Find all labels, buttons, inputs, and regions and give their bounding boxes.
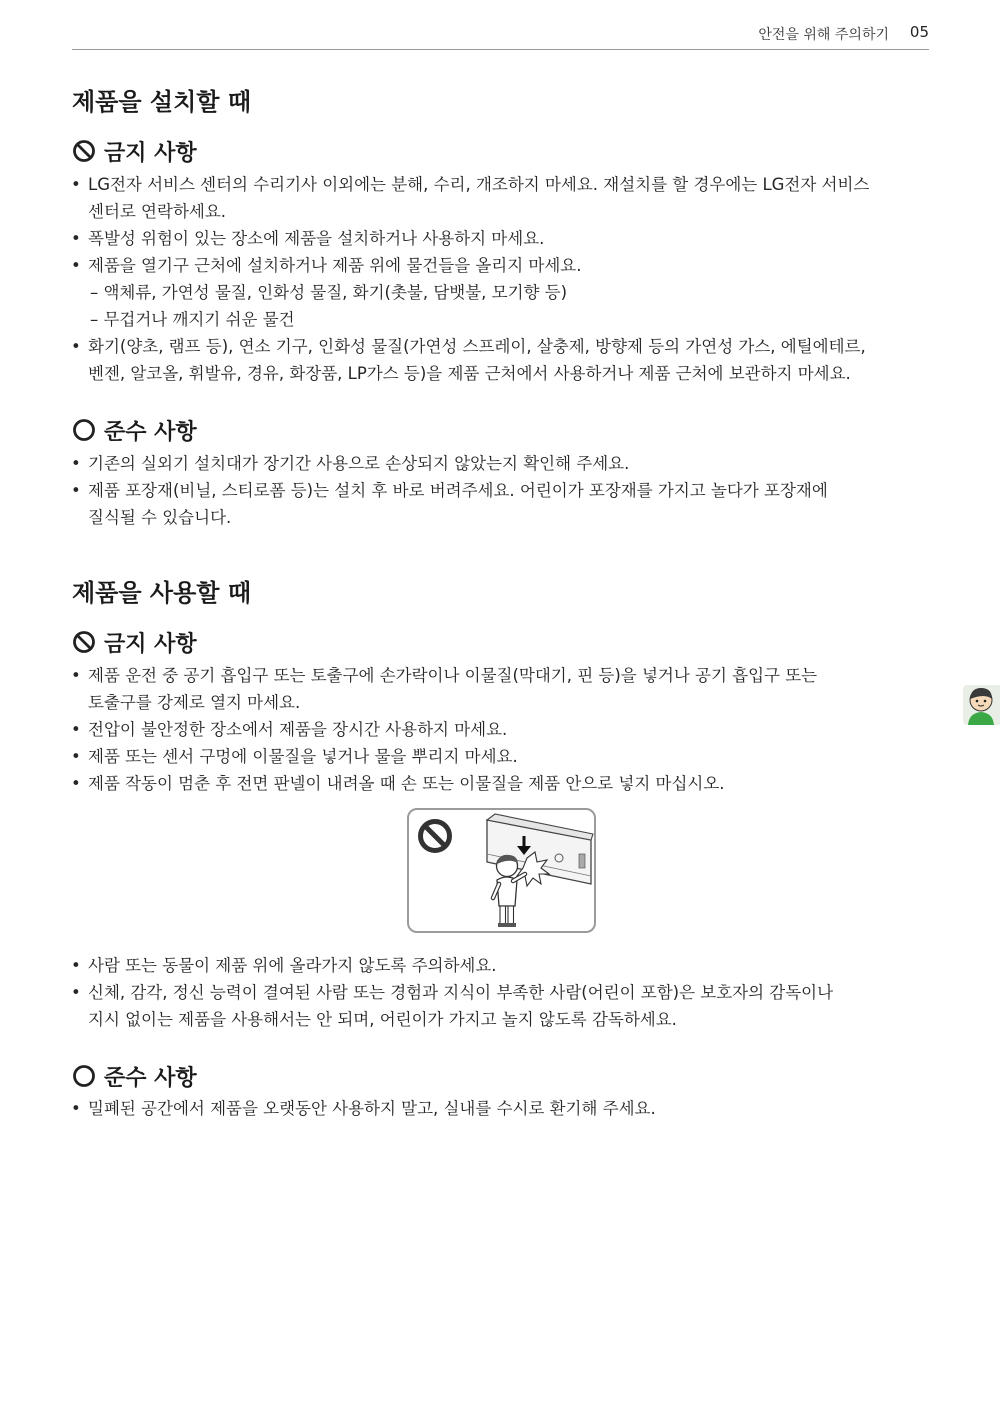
use-prohibit-heading	[72, 627, 197, 657]
header-title: 안전을 위해 주의하기	[758, 27, 889, 43]
list-item: • 사람 또는 동물이 제품 위에 올라가지 않도록 주의하세요.	[68, 952, 938, 979]
list-item-continued: 센터로 연락하세요.	[88, 202, 227, 221]
page-header	[72, 22, 929, 50]
install-prohibit-list	[68, 171, 938, 387]
list-item: • 제품 운전 중 공기 흡입구 또는 토출구에 손가락이나 이물질(막대기, 핀 등)을 넣거나 공기 흡입구 또는	[68, 662, 938, 689]
warning-illustration	[407, 808, 596, 933]
list-item: • 제품 포장재(비닐, 스티로폼 등)는 설치 후 바로 버려주세요. 어린이가 포장재를 가지고 놀다가 포장재에	[68, 477, 938, 504]
list-item: • 밀폐된 공간에서 제품을 오랫동안 사용하지 말고, 실내를 수시로 환기해 주세요.	[68, 1095, 938, 1122]
section-title-use: 제품을 사용할 때	[72, 579, 251, 607]
mascot-side-tab[interactable]	[963, 685, 1000, 725]
prohibit-icon	[72, 630, 96, 654]
list-item: • 전압이 불안정한 장소에서 제품을 장시간 사용하지 마세요.	[68, 716, 938, 743]
mascot-icon	[963, 685, 1000, 725]
list-item-continued: 토출구를 강제로 열지 마세요.	[88, 693, 301, 712]
use-prohibit-list	[68, 662, 938, 797]
child-hand-panel-illustration	[409, 810, 594, 931]
list-item: • 신체, 감각, 정신 능력이 결여된 사람 또는 경험과 지식이 부족한 사람(어린이 포함)은 보호자의 감독이나	[68, 979, 938, 1006]
use-comply-heading	[72, 1061, 197, 1091]
list-item: • 제품을 열기구 근처에 설치하거나 제품 위에 물건들을 올리지 마세요.	[68, 252, 938, 279]
use-comply-list	[68, 1095, 938, 1122]
list-item: • 화기(양초, 램프 등), 연소 기구, 인화성 물질(가연성 스프레이, 살충제, 방향제 등의 가연성 가스, 에틸에테르,	[68, 333, 938, 360]
comply-circle-icon	[72, 418, 96, 442]
list-item: • 제품 또는 센서 구멍에 이물질을 넣거나 물을 뿌리지 마세요.	[68, 743, 938, 770]
install-comply-heading	[72, 415, 197, 445]
list-item-continued: 지시 없이는 제품을 사용해서는 안 되며, 어린이가 가지고 놀지 않도록 감독하세요.	[88, 1010, 677, 1029]
list-item-continued: 벤젠, 알코올, 휘발유, 경유, 화장품, LP가스 등)을 제품 근처에서 사용하거나 제품 근처에 보관하지 마세요.	[88, 364, 851, 383]
list-subitem: – 액체류, 가연성 물질, 인화성 물질, 화기(촛불, 담뱃불, 모기향 등)	[90, 283, 568, 302]
list-item: • 제품 작동이 멈춘 후 전면 판넬이 내려올 때 손 또는 이물질을 제품 안으로 넣지 마십시오.	[68, 770, 938, 797]
prohibit-label: 금지 사항	[104, 631, 197, 657]
list-item-continued: 질식될 수 있습니다.	[88, 508, 232, 527]
install-prohibit-heading	[72, 136, 197, 166]
list-item: • 폭발성 위험이 있는 장소에 제품을 설치하거나 사용하지 마세요.	[68, 225, 938, 252]
prohibit-label: 금지 사항	[104, 140, 197, 166]
list-item: • LG전자 서비스 센터의 수리기사 이외에는 분해, 수리, 개조하지 마세요. 재설치를 할 경우에는 LG전자 서비스	[68, 171, 938, 198]
comply-circle-icon	[72, 1064, 96, 1088]
comply-label: 준수 사항	[104, 1065, 197, 1091]
section-title-install: 제품을 설치할 때	[72, 88, 251, 116]
comply-label: 준수 사항	[104, 419, 197, 445]
list-subitem: – 무겁거나 깨지기 쉬운 물건	[90, 310, 295, 329]
use-prohibit-list-continued	[68, 952, 938, 1033]
page-number: 05	[909, 23, 929, 41]
install-comply-list	[68, 450, 938, 531]
prohibit-icon	[72, 139, 96, 163]
prohibit-sign-icon	[421, 822, 450, 851]
list-item: • 기존의 실외기 설치대가 장기간 사용으로 손상되지 않았는지 확인해 주세요.	[68, 450, 938, 477]
